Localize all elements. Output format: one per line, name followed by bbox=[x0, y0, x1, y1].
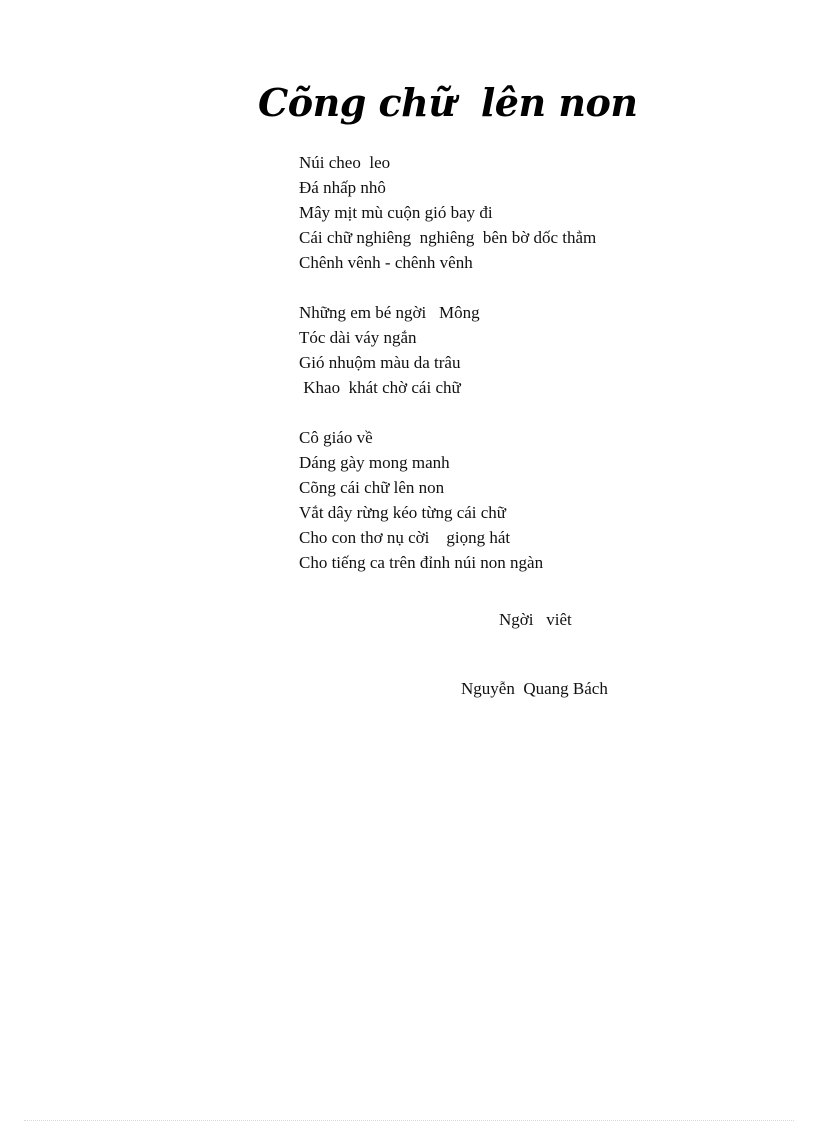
stanza-3 bbox=[299, 425, 719, 575]
poem-line: Tóc dài váy ngắn bbox=[299, 328, 417, 347]
poem-line: Cho tiếng ca trên đỉnh núi non ngàn bbox=[299, 553, 544, 572]
stanza-1 bbox=[299, 150, 719, 275]
poem-line: Đá nhấp nhô bbox=[299, 178, 386, 197]
page-bottom-divider bbox=[24, 1120, 794, 1121]
poem-line: Cái chữ nghiêng nghiêng bên bờ dốc thẳm bbox=[299, 228, 597, 247]
poem-title: Cõng chữ lên non bbox=[258, 80, 638, 125]
poem-line: Những em bé ngời Mông bbox=[299, 303, 480, 322]
poem-line: Khao khát chờ cái chữ bbox=[299, 378, 461, 397]
stanza-2 bbox=[299, 300, 719, 400]
poem-line: Núi cheo leo bbox=[299, 153, 391, 172]
author-label: Ngời viêt bbox=[499, 610, 572, 629]
poem-line: Cho con thơ nụ cời giọng hát bbox=[299, 528, 511, 547]
poem-line: Vắt dây rừng kéo từng cái chữ bbox=[299, 503, 507, 522]
poem-line: Chênh vênh - chênh vênh bbox=[299, 253, 473, 272]
poem-line: Cõng cái chữ lên non bbox=[299, 478, 445, 497]
author-name: Nguyễn Quang Bách bbox=[461, 679, 608, 698]
poem-line: Mây mịt mù cuộn gió bay đi bbox=[299, 203, 493, 222]
poem-line: Dáng gày mong manh bbox=[299, 453, 450, 472]
poem-line: Cô giáo về bbox=[299, 428, 373, 447]
poem-body bbox=[299, 150, 719, 600]
poem-line: Gió nhuộm màu da trâu bbox=[299, 353, 461, 372]
